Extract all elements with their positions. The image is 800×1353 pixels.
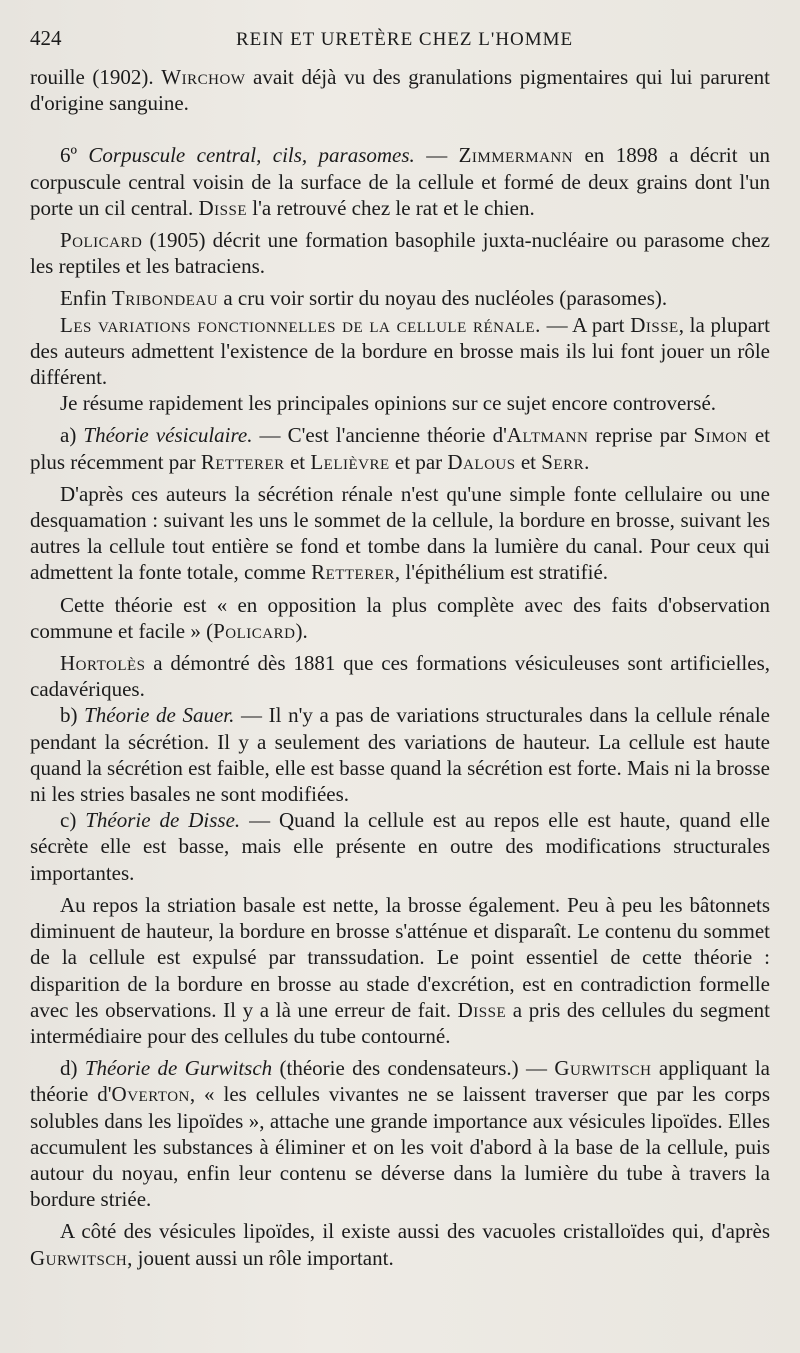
page-number: 424 bbox=[30, 26, 62, 50]
paragraph: Policard (1905) décrit une formation basophile juxta-nucléaire ou parasome chez les reptiles et les batraciens. bbox=[30, 228, 770, 279]
section-heading-paragraph: Les variations fonctionnelles de la cellule rénale. — A part Disse, la plupart des auteurs admettent l'existence de la bordure en brosse mais ils lui font jouer un rôle différent. bbox=[30, 312, 771, 390]
paragraph: Cette théorie est « en opposition la plus complète avec des faits d'observation commune et facile » (Policard). bbox=[30, 592, 770, 643]
paragraph: d) Théorie de Gurwitsch (théorie des condensateurs.) — Gurwitsch appliquant la théorie d'Overton, « les cellules vivantes ne se laissent traverser que par les corps solubles dans les lipoïdes », attache une grande importance aux vésicules lipoïdes. Elles accumulent les substances à éliminer et on les voit d'abord à la base de la cellule, puis autour du noyau, enfin leur contenu se déverse dans la lumière du tube à travers la bordure striée. bbox=[30, 1056, 770, 1212]
paragraph: A côté des vésicules lipoïdes, il existe aussi des vacuoles cristalloïdes qui, d'après Gurwitsch, jouent aussi un rôle important. bbox=[30, 1219, 770, 1270]
paragraph: Au repos la striation basale est nette, la brosse également. Peu à peu les bâtonnets diminuent de hauteur, la bordure en brosse s'atténue et disparaît. Le contenu du sommet de la cellule est expulsé par transsudation. Le point essentiel de cette théorie : disparition de la bordure en brosse au stade d'excrétion, est en contradiction formelle avec les observations. Il y a là une erreur de fait. Disse a pris des cellules du segment intermédiaire pour des cellules du tube contourné. bbox=[30, 892, 770, 1048]
paragraph: Enfin Tribondeau a cru voir sortir du noyau des nucléoles (parasomes). bbox=[60, 286, 668, 311]
paragraph: b) Théorie de Sauer. — Il n'y a pas de variations structurales dans la cellule rénale pendant la sécrétion. Il y a seulement des variations de hauteur. La cellule est haute quand la sécrétion est faible, elle est basse quand la sécrétion est forte. Mais ni la brosse ni les stries basales ne sont modifiées. bbox=[30, 703, 770, 807]
paragraph: a) Théorie vésiculaire. — C'est l'ancienne théorie d'Altmann reprise par Simon et plus récemment par Retterer et Lelièvre et par Dalous et Serr. bbox=[30, 423, 770, 474]
body-text bbox=[30, 64, 770, 1271]
page-header bbox=[30, 26, 770, 56]
paragraph: c) Théorie de Disse. — Quand la cellule est au repos elle est haute, quand elle sécrète elle est basse, mais elle présente en outre des modifications structurales importantes. bbox=[30, 808, 770, 885]
paragraph: D'après ces auteurs la sécrétion rénale n'est qu'une simple fonte cellulaire ou une desquamation : suivant les uns le sommet de la cellule, la bordure en brosse, suivant les autres la cellule tout entière se fond et tombe dans la lumière du canal. Pour ceux qui admettent la fonte totale, comme Retterer, l'épithélium est stratifié. bbox=[30, 481, 770, 585]
running-title: REIN ET URETÈRE CHEZ L'HOMME bbox=[236, 29, 574, 50]
paragraph: Hortolès a démontré dès 1881 que ces formations vésiculeuses sont artificielles, cadavériques. bbox=[30, 651, 770, 702]
paragraph: 6º Corpuscule central, cils, parasomes. — Zimmermann en 1898 a décrit un corpuscule central voisin de la surface de la cellule et formé de deux grains dont l'un porte un cil central. Disse l'a retrouvé chez le rat et le chien. bbox=[30, 143, 770, 220]
paragraph: Je résume rapidement les principales opinions sur ce sujet encore controversé. bbox=[60, 391, 717, 416]
paragraph: rouille (1902). Wirchow avait déjà vu des granulations pigmentaires qui lui parurent d'origine sanguine. bbox=[30, 65, 770, 116]
